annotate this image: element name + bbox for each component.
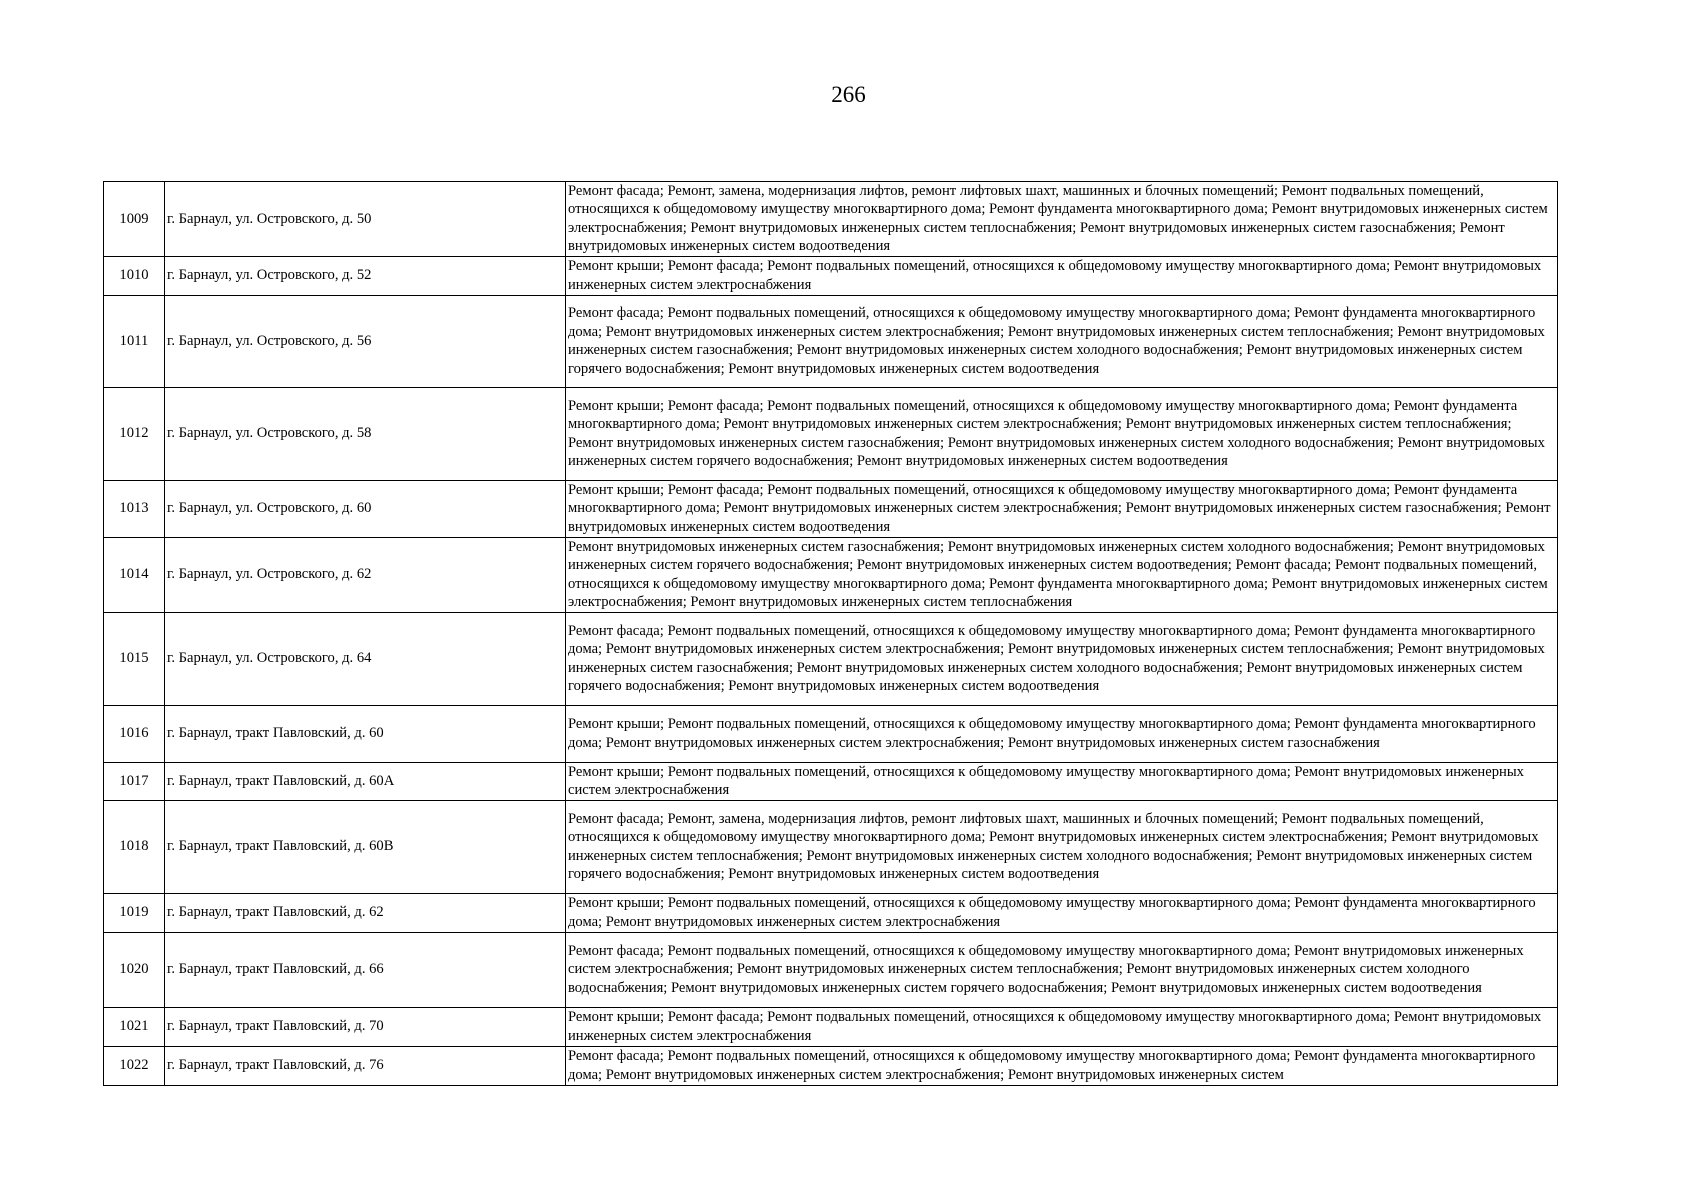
table-row [104,182,1558,257]
row-address: г. Барнаул, тракт Павловский, д. 70 [165,1007,566,1046]
row-works: Ремонт крыши; Ремонт подвальных помещений, относящихся к общедомовому имуществу многоквартирного дома; Ремонт фундамента многоквартирного дома; Ремонт внутридомовых инженерных систем электроснабжения [566,893,1558,932]
table-row [104,295,1558,387]
row-number: 1010 [104,256,165,295]
row-number: 1014 [104,537,165,612]
row-works: Ремонт внутридомовых инженерных систем газоснабжения; Ремонт внутридомовых инженерных систем холодного водоснабжения; Ремонт внутридомовых инженерных систем горячего водоснабжения; Ремонт внутридомовых инженерных систем водоотведения; Ремонт фасада; Ремонт подвальных помещений, относящихся к общедомовому имуществу многоквартирного дома; Ремонт фундамента многоквартирного дома; Ремонт внутридомовых инженерных систем электроснабжения; Ремонт внутридомовых инженерных систем теплоснабжения [566,537,1558,612]
row-works: Ремонт фасада; Ремонт подвальных помещений, относящихся к общедомовому имуществу многоквартирного дома; Ремонт фундамента многоквартирного дома; Ремонт внутридомовых инженерных систем электроснабжения; Ремонт внутридомовых инженерных систем теплоснабжения; Ремонт внутридомовых инженерных систем газоснабжения; Ремонт внутридомовых инженерных систем холодного водоснабжения; Ремонт внутридомовых инженерных систем горячего водоснабжения; Ремонт внутридомовых инженерных систем водоотведения [566,612,1558,705]
table-row [104,480,1558,537]
table-row [104,1007,1558,1046]
row-number: 1013 [104,480,165,537]
row-number: 1012 [104,387,165,480]
page-number: 266 [831,82,866,107]
row-address: г. Барнаул, ул. Островского, д. 62 [165,537,566,612]
row-number: 1009 [104,182,165,257]
repair-works-table [103,181,1558,1086]
table-body [104,182,1558,1086]
row-works: Ремонт фасада; Ремонт, замена, модернизация лифтов, ремонт лифтовых шахт, машинных и блочных помещений; Ремонт подвальных помещений, относящихся к общедомовому имуществу многоквартирного дома; Ремонт фундамента многоквартирного дома; Ремонт внутридомовых инженерных систем электроснабжения; Ремонт внутридомовых инженерных систем теплоснабжения; Ремонт внутридомовых инженерных систем газоснабжения; Ремонт внутридомовых инженерных систем водоотведения [566,182,1558,257]
row-number: 1016 [104,705,165,762]
row-number: 1017 [104,762,165,800]
table-row [104,932,1558,1007]
row-number: 1018 [104,800,165,893]
row-works: Ремонт крыши; Ремонт подвальных помещений, относящихся к общедомовому имуществу многоквартирного дома; Ремонт фундамента многоквартирного дома; Ремонт внутридомовых инженерных систем электроснабжения; Ремонт внутридомовых инженерных систем газоснабжения [566,705,1558,762]
row-works: Ремонт крыши; Ремонт фасада; Ремонт подвальных помещений, относящихся к общедомовому имуществу многоквартирного дома; Ремонт внутридомовых инженерных систем электроснабжения [566,256,1558,295]
row-number: 1011 [104,295,165,387]
table-row [104,762,1558,800]
table-row [104,893,1558,932]
row-address: г. Барнаул, ул. Островского, д. 50 [165,182,566,257]
row-address: г. Барнаул, тракт Павловский, д. 62 [165,893,566,932]
row-works: Ремонт фасада; Ремонт подвальных помещений, относящихся к общедомовому имуществу многоквартирного дома; Ремонт фундамента многоквартирного дома; Ремонт внутридомовых инженерных систем электроснабжения; Ремонт внутридомовых инженерных систем теплоснабжения; Ремонт внутридомовых инженерных систем газоснабжения; Ремонт внутридомовых инженерных систем холодного водоснабжения; Ремонт внутридомовых инженерных систем горячего водоснабжения; Ремонт внутридомовых инженерных систем водоотведения [566,295,1558,387]
row-address: г. Барнаул, ул. Островского, д. 58 [165,387,566,480]
row-address: г. Барнаул, тракт Павловский, д. 60В [165,800,566,893]
row-works: Ремонт крыши; Ремонт фасада; Ремонт подвальных помещений, относящихся к общедомовому имуществу многоквартирного дома; Ремонт фундамента многоквартирного дома; Ремонт внутридомовых инженерных систем электроснабжения; Ремонт внутридомовых инженерных систем теплоснабжения; Ремонт внутридомовых инженерных систем газоснабжения; Ремонт внутридомовых инженерных систем холодного водоснабжения; Ремонт внутридомовых инженерных систем горячего водоснабжения; Ремонт внутридомовых инженерных систем водоотведения [566,387,1558,480]
row-address: г. Барнаул, ул. Островского, д. 64 [165,612,566,705]
row-number: 1021 [104,1007,165,1046]
row-address: г. Барнаул, тракт Павловский, д. 60А [165,762,566,800]
row-address: г. Барнаул, ул. Островского, д. 52 [165,256,566,295]
table-row [104,387,1558,480]
row-address: г. Барнаул, тракт Павловский, д. 66 [165,932,566,1007]
row-works: Ремонт фасада; Ремонт подвальных помещений, относящихся к общедомовому имуществу многоквартирного дома; Ремонт фундамента многоквартирного дома; Ремонт внутридомовых инженерных систем электроснабжения; Ремонт внутридомовых инженерных систем [566,1046,1558,1085]
row-number: 1015 [104,612,165,705]
row-address: г. Барнаул, тракт Павловский, д. 76 [165,1046,566,1085]
row-works: Ремонт крыши; Ремонт фасада; Ремонт подвальных помещений, относящихся к общедомовому имуществу многоквартирного дома; Ремонт фундамента многоквартирного дома; Ремонт внутридомовых инженерных систем электроснабжения; Ремонт внутридомовых инженерных систем газоснабжения; Ремонт внутридомовых инженерных систем водоотведения [566,480,1558,537]
row-address: г. Барнаул, тракт Павловский, д. 60 [165,705,566,762]
table-row [104,612,1558,705]
table-row [104,800,1558,893]
table-row [104,537,1558,612]
table-row [104,705,1558,762]
row-number: 1019 [104,893,165,932]
table-row [104,256,1558,295]
row-works: Ремонт крыши; Ремонт фасада; Ремонт подвальных помещений, относящихся к общедомовому имуществу многоквартирного дома; Ремонт внутридомовых инженерных систем электроснабжения [566,1007,1558,1046]
row-address: г. Барнаул, ул. Островского, д. 60 [165,480,566,537]
row-works: Ремонт фасада; Ремонт подвальных помещений, относящихся к общедомовому имуществу многоквартирного дома; Ремонт внутридомовых инженерных систем электроснабжения; Ремонт внутридомовых инженерных систем теплоснабжения; Ремонт внутридомовых инженерных систем холодного водоснабжения; Ремонт внутридомовых инженерных систем горячего водоснабжения; Ремонт внутридомовых инженерных систем водоотведения [566,932,1558,1007]
row-number: 1020 [104,932,165,1007]
row-number: 1022 [104,1046,165,1085]
row-works: Ремонт фасада; Ремонт, замена, модернизация лифтов, ремонт лифтовых шахт, машинных и блочных помещений; Ремонт подвальных помещений, относящихся к общедомовому имуществу многоквартирного дома; Ремонт внутридомовых инженерных систем электроснабжения; Ремонт внутридомовых инженерных систем теплоснабжения; Ремонт внутридомовых инженерных систем холодного водоснабжения; Ремонт внутридомовых инженерных систем горячего водоснабжения; Ремонт внутридомовых инженерных систем водоотведения [566,800,1558,893]
row-works: Ремонт крыши; Ремонт подвальных помещений, относящихся к общедомовому имуществу многоквартирного дома; Ремонт внутридомовых инженерных систем электроснабжения [566,762,1558,800]
table-row [104,1046,1558,1085]
row-address: г. Барнаул, ул. Островского, д. 56 [165,295,566,387]
